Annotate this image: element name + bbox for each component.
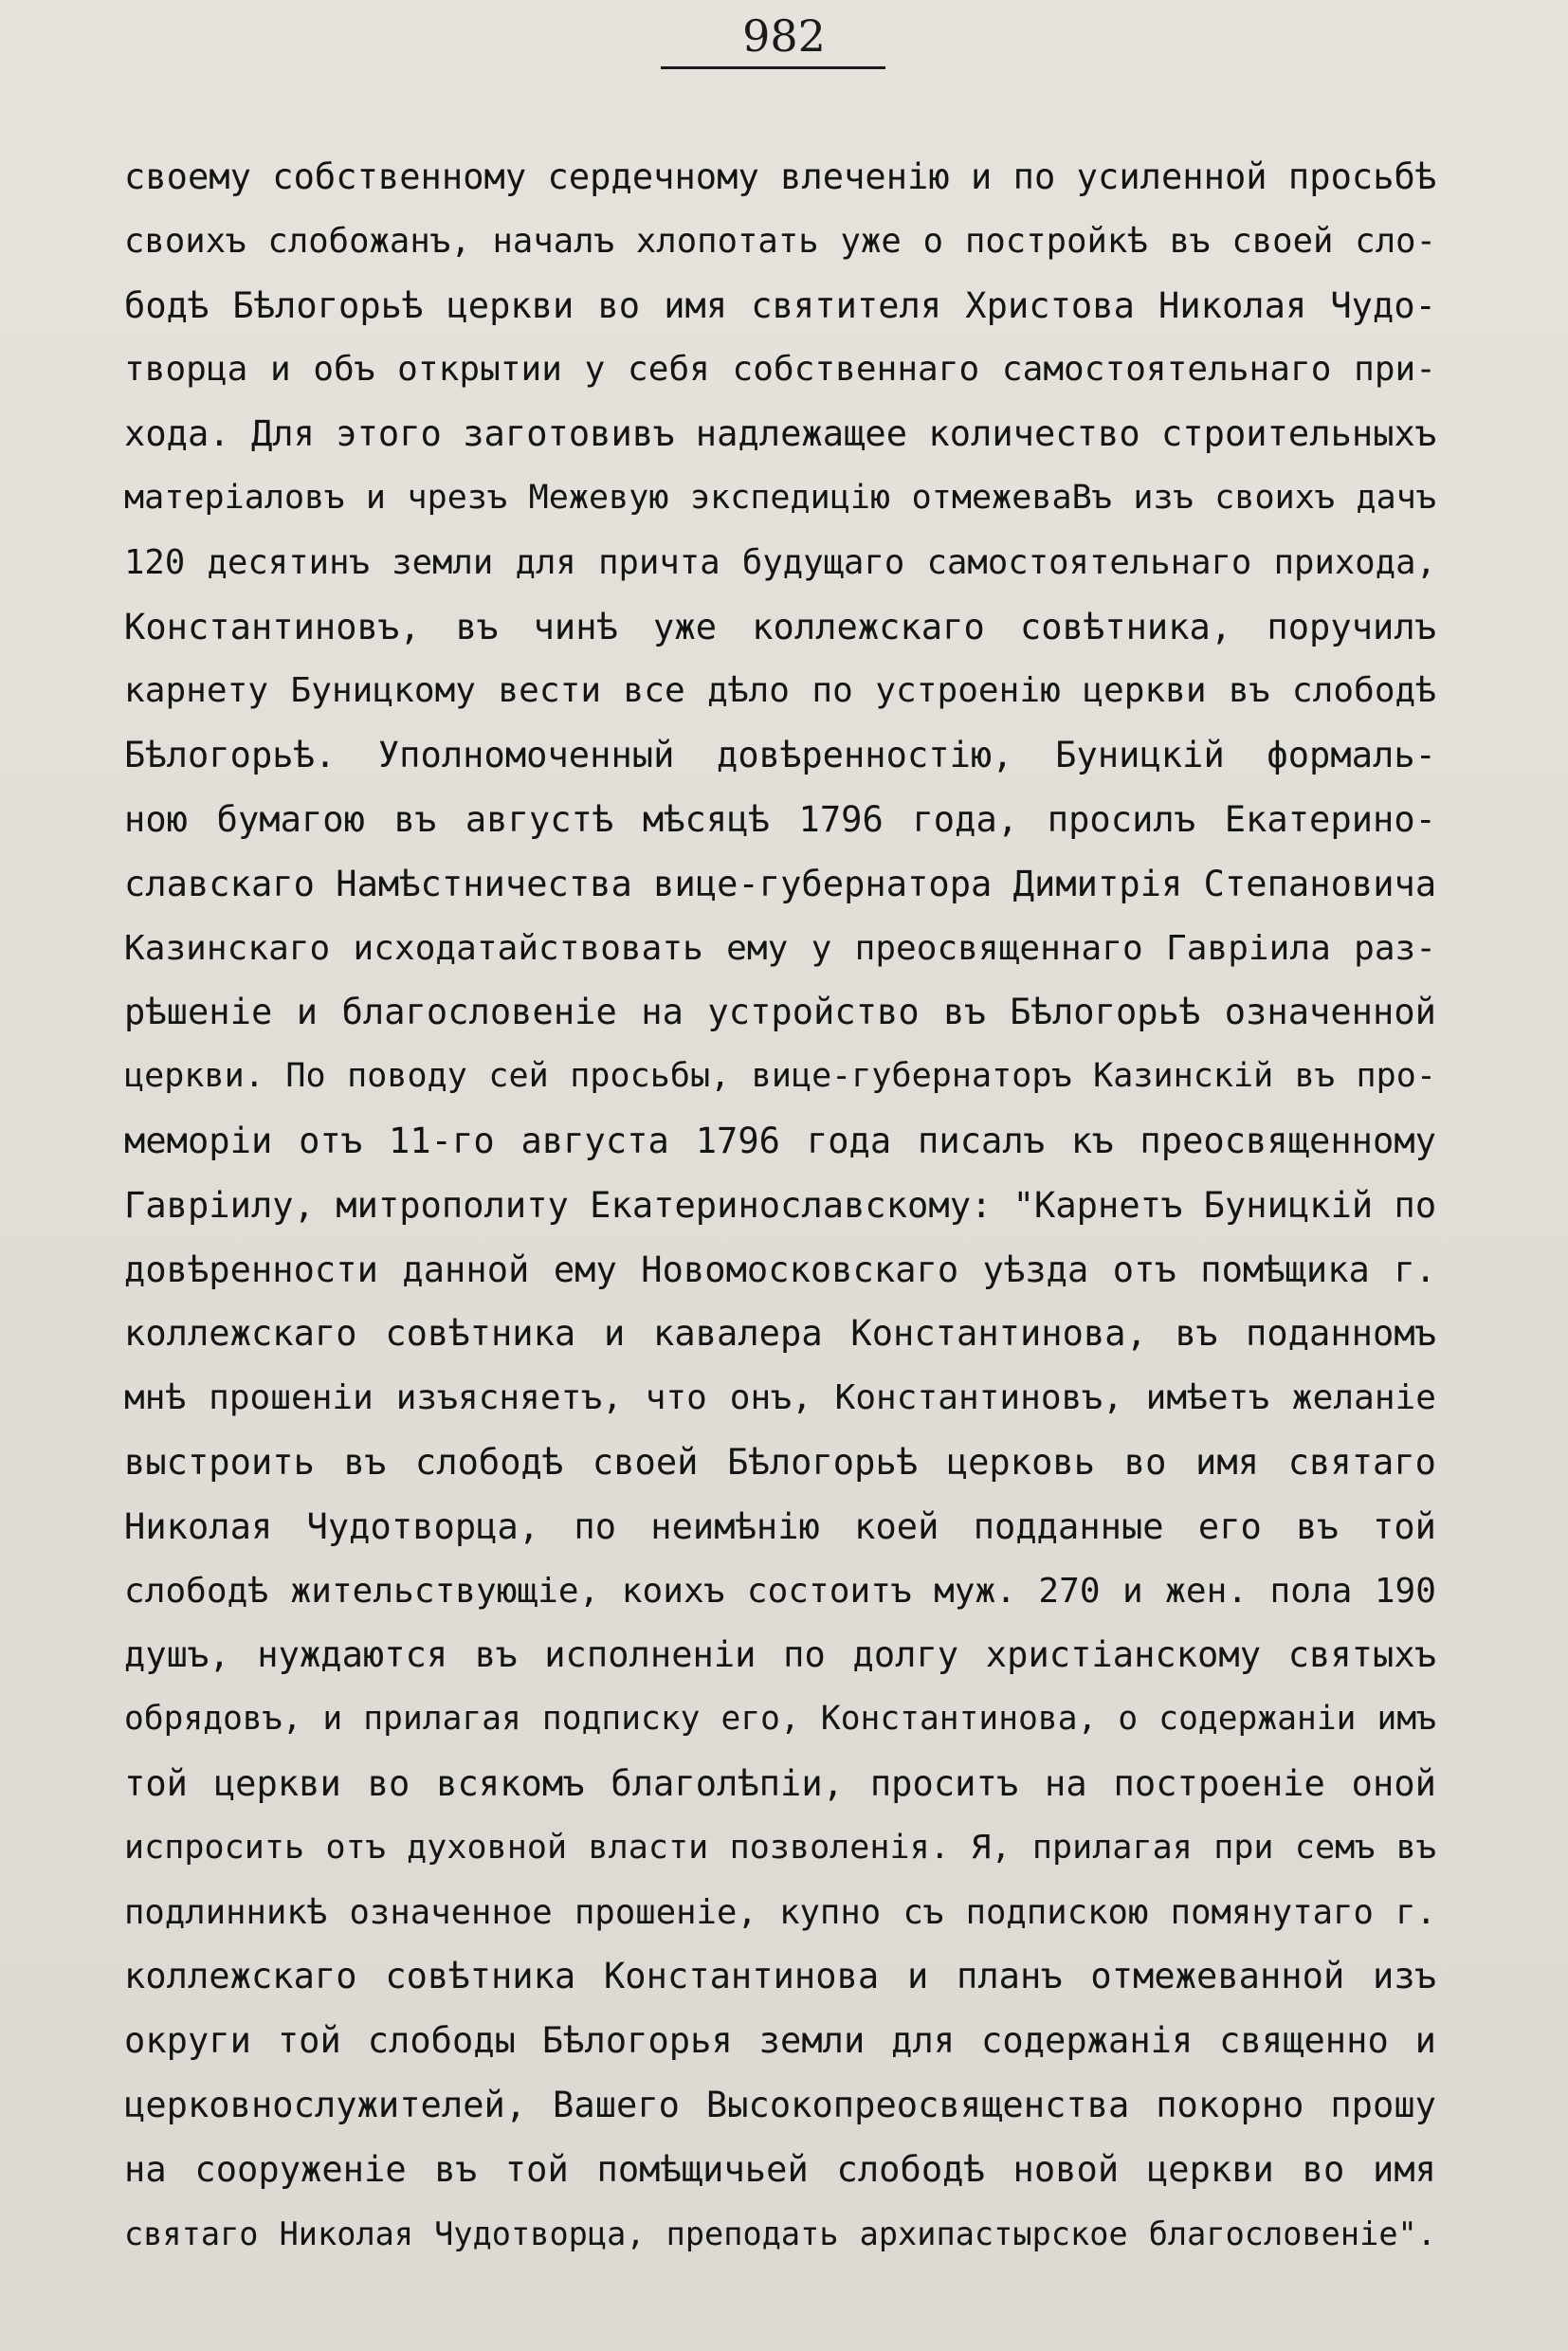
text-line: Бѣлогорьѣ. Уполномоченный довѣренностію, Буницкій формаль- bbox=[124, 735, 1436, 776]
text-line: славскаго Намѣстничества вице-губернатора Димитрія Степановича bbox=[124, 863, 1436, 904]
body-text bbox=[124, 145, 1436, 2266]
text-line: Гавріилу, митрополиту Екатеринославскому: "Карнетъ Буницкій по bbox=[124, 1184, 1436, 1226]
text-line: выстроить въ слободѣ своей Бѣлогорьѣ церковь во имя святаго bbox=[124, 1441, 1436, 1483]
text-line: творца и объ открытии у себя собственнаго самостоятельнаго при- bbox=[124, 350, 1436, 390]
text-line: своихъ слобожанъ, началъ хлопотать уже о постройкѣ въ своей сло- bbox=[124, 221, 1436, 261]
text-line: Николая Чудотворца, по неимѣнію коей подданные его въ той bbox=[124, 1505, 1436, 1547]
text-line: церкви. По поводу сей просьбы, вице-губернаторъ Казинскій въ про- bbox=[124, 1057, 1436, 1096]
text-line: испросить отъ духовной власти позволенія. Я, прилагая при семъ въ bbox=[124, 1828, 1436, 1867]
text-line: на сооруженіе въ той помѣщичьей слободѣ новой церкви во имя bbox=[124, 2148, 1436, 2190]
text-line: Константиновъ, въ чинѣ уже коллежскаго совѣтника, поручилъ bbox=[124, 606, 1436, 647]
text-line: своему собственному сердечному влеченію и по усиленной просьбѣ bbox=[124, 156, 1436, 197]
text-line: матеріаловъ и чрезъ Межевую экспедицію отмежеваВъ изъ своихъ дачъ bbox=[124, 478, 1436, 517]
text-line: святаго Николая Чудотворца, преподать архипастырское благословеніе". bbox=[124, 2214, 1436, 2252]
text-line: 120 десятинъ земли для причта будущаго самостоятельнаго прихода, bbox=[124, 542, 1436, 582]
text-line: душъ, нуждаются въ исполненіи по долгу христіанскому святыхъ bbox=[124, 1634, 1436, 1676]
text-line: слободѣ жительствующіе, коихъ состоитъ муж. 270 и жен. пола 190 bbox=[124, 1571, 1436, 1611]
text-line: коллежскаго совѣтника Константинова и планъ отмежеванной изъ bbox=[124, 1956, 1436, 1997]
text-line: хода. Для этого заготовивъ надлежащее количество строительныхъ bbox=[124, 413, 1436, 455]
text-line: церковнослужителей, Вашего Высокопреосвященства покорно прошу bbox=[124, 2084, 1436, 2125]
text-line: карнету Буницкому вести все дѣло по устроенію церкви въ слободѣ bbox=[124, 671, 1436, 711]
text-line: довѣренности данной ему Новомосковскаго уѣзда отъ помѣщика г. bbox=[124, 1248, 1436, 1290]
text-line: подлинникѣ означенное прошеніе, купно съ подпискою помянутаго г. bbox=[124, 1892, 1436, 1932]
text-line: рѣшеніе и благословеніе на устройство въ Бѣлогорьѣ означенной bbox=[124, 992, 1436, 1033]
text-line: той церкви во всякомъ благолѣпіи, проситъ на построеніе оной bbox=[124, 1762, 1436, 1804]
text-line: Казинскаго исходатайствовать ему у преосвященнаго Гавріила раз- bbox=[124, 928, 1436, 968]
text-line: округи той слободы Бѣлогорья земли для содержанія священно и bbox=[124, 2020, 1436, 2062]
text-line: коллежскаго совѣтника и кавалера Константинова, въ поданномъ bbox=[124, 1313, 1436, 1355]
text-line: меморіи отъ 11-го августа 1796 года писалъ къ преосвященному bbox=[124, 1120, 1436, 1161]
text-line: мнѣ прошеніи изъясняетъ, что онъ, Константиновъ, имѣетъ желаніе bbox=[124, 1378, 1436, 1418]
page-number: 982 bbox=[742, 10, 826, 62]
text-line: бодѣ Бѣлогорьѣ церкви во имя святителя Христова Николая Чудо- bbox=[124, 284, 1436, 326]
text-line: ною бумагою въ августѣ мѣсяцѣ 1796 года, просилъ Екатерино- bbox=[124, 798, 1436, 840]
text-line: обрядовъ, и прилагая подписку его, Константинова, о содержаніи имъ bbox=[124, 1700, 1436, 1739]
header-rule bbox=[661, 66, 885, 69]
